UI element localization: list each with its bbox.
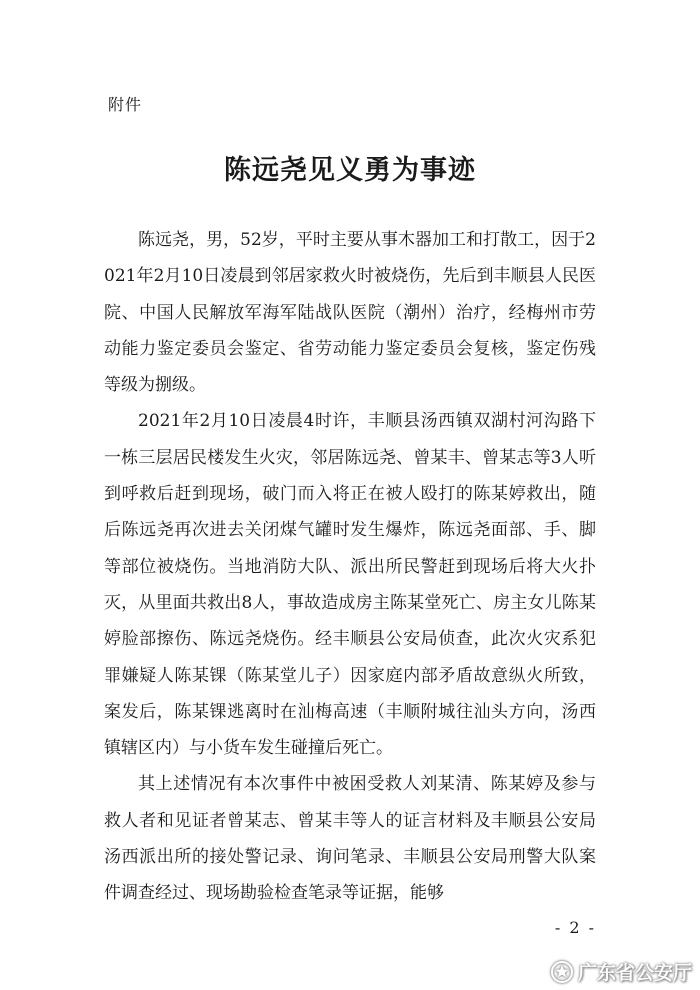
page-number: - 2 - — [554, 918, 596, 937]
paragraph: 陈远尧，男，52岁，平时主要从事木器加工和打散工，因于2021年2月10日凌晨到邻居家救火时被烧伤，先后到丰顺县人民医院、中国人民解放军海军陆战队医院（潮州）治疗，经梅州市劳动能力鉴定委员会鉴定、省劳动能力鉴定委员会复核，鉴定伤残等级为捌级。 — [104, 230, 596, 396]
watermark-text: 广东省公安厅 — [577, 962, 692, 984]
document-body — [104, 222, 596, 912]
paragraph: 其上述情况有本次事件中被困受救人刘某清、陈某婷及参与救人者和见证者曾某志、曾某丰等人的证言材料及丰顺县公安局汤西派出所的接处警记录、询问笔录、丰顺县公安局刑警大队案件调查经过、现场勘验检查笔录等证据，能够 — [104, 774, 596, 904]
paragraph: 2021年2月10日凌晨4时许，丰顺县汤西镇双湖村河沟路下一栋三层居民楼发生火灾，邻居陈远尧、曾某丰、曾某志等3人听到呼救后赶到现场，破门而入将正在被人殴打的陈某婷救出，随后陈远尧再次进去关闭煤气罐时发生爆炸，陈远尧面部、手、脚等部位被烧伤。当地消防大队、派出所民警赶到现场后将大火扑灭，从里面共救出8人，事故造成房主陈某堂死亡、房主女儿陈某婷脸部擦伤、陈远尧烧伤。经丰顺县公安局侦查，此次火灾系犯罪嫌疑人陈某锞（陈某堂儿子）因家庭内部矛盾故意纵火所致，案发后，陈某锞逃离时在汕梅高速（丰顺附城往汕头方向，汤西镇辖区内）与小货车发生碰撞后死亡。 — [104, 411, 596, 759]
document-title: 陈远尧见义勇为事迹 — [224, 155, 476, 186]
attachment-label: 附件 — [108, 95, 143, 114]
watermark — [550, 958, 692, 985]
police-badge-icon — [550, 960, 574, 984]
